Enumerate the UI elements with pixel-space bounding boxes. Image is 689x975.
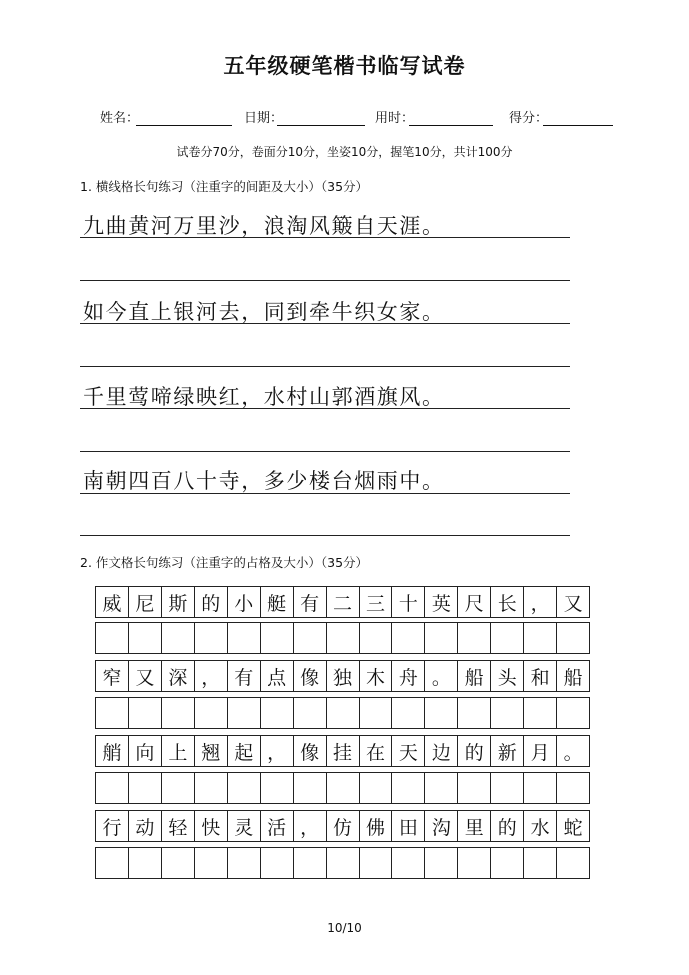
- grid-cell-character: 向: [129, 736, 162, 766]
- grid-cell-character: 翘: [195, 736, 228, 766]
- grid-cell-character: 边: [425, 736, 458, 766]
- verse-line: 南朝四百八十寺，多少楼台烟雨中。: [83, 469, 445, 493]
- grid-cell-character: 有: [228, 661, 261, 691]
- grid-cell-blank[interactable]: [360, 698, 393, 728]
- grid-cell-blank[interactable]: [458, 773, 491, 803]
- writing-line[interactable]: [80, 280, 570, 281]
- grid-row-practice: [95, 772, 590, 804]
- grid-cell-blank[interactable]: [491, 848, 524, 878]
- grid-cell-blank[interactable]: [557, 623, 589, 653]
- grid-cell-character: 二: [327, 587, 360, 617]
- grid-cell-character: 点: [261, 661, 294, 691]
- time-label: 用时：: [375, 111, 415, 126]
- grid-cell-character: 田: [392, 811, 425, 841]
- grid-cell-character: ，: [524, 587, 557, 617]
- grid-cell-character: 的: [195, 587, 228, 617]
- grid-cell-blank[interactable]: [557, 773, 589, 803]
- grid-cell-character: 窄: [96, 661, 129, 691]
- writing-line[interactable]: [80, 408, 570, 409]
- section1-heading: 1. 横线格长句练习（注重字的间距及大小）（35分）: [80, 179, 369, 194]
- page-title: 五年级硬笔楷书临写试卷: [223, 54, 466, 78]
- grid-cell-character: 挂: [327, 736, 360, 766]
- grid-cell-character: 行: [96, 811, 129, 841]
- grid-cell-blank[interactable]: [195, 848, 228, 878]
- grid-cell-blank[interactable]: [261, 848, 294, 878]
- grid-cell-character: ，: [294, 811, 327, 841]
- grid-cell-character: 动: [129, 811, 162, 841]
- section2-heading: 2. 作文格长句练习（注重字的占格及大小）（35分）: [80, 555, 369, 570]
- grid-cell-blank[interactable]: [557, 848, 589, 878]
- verse-line: 千里莺啼绿映红，水村山郭酒旗风。: [83, 385, 445, 409]
- grid-cell-character: 小: [228, 587, 261, 617]
- grid-cell-character: 和: [524, 661, 557, 691]
- grid-cell-character: 在: [360, 736, 393, 766]
- grid-cell-character: 独: [327, 661, 360, 691]
- grid-cell-character: 威: [96, 587, 129, 617]
- grid-cell-blank[interactable]: [96, 698, 129, 728]
- grid-cell-character: 活: [261, 811, 294, 841]
- grid-cell-blank[interactable]: [261, 698, 294, 728]
- verse-line: 如今直上银河去，同到牵牛织女家。: [83, 300, 445, 324]
- name-field[interactable]: [136, 125, 232, 126]
- grid-cell-blank[interactable]: [458, 698, 491, 728]
- grid-cell-character: ，: [261, 736, 294, 766]
- grid-cell-blank[interactable]: [491, 773, 524, 803]
- grid-cell-blank[interactable]: [425, 848, 458, 878]
- grid-cell-character: 船: [458, 661, 491, 691]
- grid-cell-blank[interactable]: [360, 848, 393, 878]
- grid-cell-blank[interactable]: [294, 698, 327, 728]
- grid-row-model: [95, 810, 590, 842]
- grid-row-practice: [95, 697, 590, 729]
- grid-cell-blank[interactable]: [162, 773, 195, 803]
- time-field[interactable]: [409, 125, 493, 126]
- grid-cell-character: 又: [129, 661, 162, 691]
- score-field[interactable]: [543, 125, 613, 126]
- grid-cell-character: 舟: [392, 661, 425, 691]
- grid-row-model: [95, 660, 590, 692]
- grid-cell-character: 起: [228, 736, 261, 766]
- grid-cell-character: 快: [195, 811, 228, 841]
- grid-cell-character: 艄: [96, 736, 129, 766]
- grid-cell-character: 又: [563, 592, 583, 615]
- grid-cell-blank[interactable]: [360, 773, 393, 803]
- grid-cell-character: ，: [195, 661, 228, 691]
- grid-cell-blank[interactable]: [162, 623, 195, 653]
- grid-cell-blank[interactable]: [392, 848, 425, 878]
- grid-cell-blank[interactable]: [96, 773, 129, 803]
- grid-cell-blank[interactable]: [195, 698, 228, 728]
- grid-cell-blank[interactable]: [228, 848, 261, 878]
- grid-cell-blank[interactable]: [392, 773, 425, 803]
- grid-cell-blank[interactable]: [129, 848, 162, 878]
- grid-cell-character: 三: [360, 587, 393, 617]
- grid-cell-character: 尼: [129, 587, 162, 617]
- grid-cell-character: 英: [425, 587, 458, 617]
- grid-cell-character: 月: [524, 736, 557, 766]
- grid-cell-blank[interactable]: [96, 848, 129, 878]
- grid-cell-character: 头: [491, 661, 524, 691]
- student-info: [0, 105, 689, 131]
- grid-cell-blank[interactable]: [96, 623, 129, 653]
- grid-cell-blank[interactable]: [294, 623, 327, 653]
- grid-cell-blank[interactable]: [129, 698, 162, 728]
- date-label: 日期：: [244, 111, 284, 126]
- grid-cell-character: 像: [294, 661, 327, 691]
- grid-row-model: [95, 735, 590, 767]
- writing-line[interactable]: [80, 323, 570, 324]
- grid-row-practice: [95, 622, 590, 654]
- grid-cell-blank[interactable]: [491, 698, 524, 728]
- grid-cell-character: 水: [524, 811, 557, 841]
- grid-cell-character: 上: [162, 736, 195, 766]
- grid-cell-character: 轻: [162, 811, 195, 841]
- grid-cell-character: 斯: [162, 587, 195, 617]
- grid-cell-character: 。: [563, 741, 583, 764]
- grid-row-practice: [95, 847, 590, 879]
- grid-cell-character: 像: [294, 736, 327, 766]
- grid-cell-blank[interactable]: [195, 623, 228, 653]
- grid-cell-blank[interactable]: [425, 773, 458, 803]
- grid-cell-blank[interactable]: [458, 623, 491, 653]
- writing-line[interactable]: [80, 493, 570, 494]
- grid-cell-blank[interactable]: [129, 623, 162, 653]
- grid-cell-blank[interactable]: [360, 623, 393, 653]
- grid-cell-character: 里: [458, 811, 491, 841]
- grid-cell-blank[interactable]: [261, 623, 294, 653]
- grid-cell-character: 沟: [425, 811, 458, 841]
- grid-cell-blank[interactable]: [458, 848, 491, 878]
- grid-cell-blank[interactable]: [557, 698, 589, 728]
- grid-cell-character: 。: [425, 661, 458, 691]
- grid-cell-character: 蛇: [563, 816, 583, 839]
- grid-cell-blank[interactable]: [524, 773, 557, 803]
- grid-cell-blank[interactable]: [425, 623, 458, 653]
- grid-cell-blank[interactable]: [228, 623, 261, 653]
- grid-cell-character: 的: [458, 736, 491, 766]
- scoring-note: 试卷分70分，卷面分10分，坐姿10分，握笔10分，共计100分: [176, 145, 513, 159]
- score-label: 得分：: [509, 111, 549, 126]
- page-number: 10/10: [327, 921, 362, 935]
- grid-cell-character: 新: [491, 736, 524, 766]
- date-field[interactable]: [277, 125, 365, 126]
- grid-cell-character: 佛: [360, 811, 393, 841]
- grid-cell-blank[interactable]: [294, 773, 327, 803]
- grid-cell-character: 木: [360, 661, 393, 691]
- grid-row-model: [95, 586, 590, 618]
- grid-cell-blank[interactable]: [162, 698, 195, 728]
- grid-cell-character: 灵: [228, 811, 261, 841]
- grid-cell-character: 深: [162, 661, 195, 691]
- grid-cell-blank[interactable]: [228, 773, 261, 803]
- grid-cell-character: 有: [294, 587, 327, 617]
- grid-cell-blank[interactable]: [524, 698, 557, 728]
- grid-cell-character: 天: [392, 736, 425, 766]
- grid-cell-blank[interactable]: [425, 698, 458, 728]
- grid-cell-character: 长: [491, 587, 524, 617]
- grid-cell-blank[interactable]: [392, 623, 425, 653]
- name-label: 姓名：: [100, 111, 140, 126]
- grid-cell-character: 的: [491, 811, 524, 841]
- verse-line: 九曲黄河万里沙，浪淘风簸自天涯。: [83, 214, 445, 238]
- grid-cell-blank[interactable]: [524, 848, 557, 878]
- writing-line[interactable]: [80, 237, 570, 238]
- grid-cell-character: 船: [563, 666, 583, 689]
- grid-cell-character: 仿: [327, 811, 360, 841]
- grid-cell-blank[interactable]: [162, 848, 195, 878]
- grid-cell-blank[interactable]: [524, 623, 557, 653]
- grid-cell-blank[interactable]: [392, 698, 425, 728]
- grid-cell-blank[interactable]: [294, 848, 327, 878]
- grid-cell-blank[interactable]: [228, 698, 261, 728]
- grid-cell-character: 尺: [458, 587, 491, 617]
- grid-cell-blank[interactable]: [261, 773, 294, 803]
- writing-line[interactable]: [80, 366, 570, 367]
- grid-cell-blank[interactable]: [195, 773, 228, 803]
- grid-cell-blank[interactable]: [491, 623, 524, 653]
- grid-cell-character: 十: [392, 587, 425, 617]
- writing-line[interactable]: [80, 451, 570, 452]
- grid-cell-character: 艇: [261, 587, 294, 617]
- grid-cell-blank[interactable]: [327, 773, 360, 803]
- grid-cell-blank[interactable]: [129, 773, 162, 803]
- writing-line[interactable]: [80, 535, 570, 536]
- grid-cell-blank[interactable]: [327, 623, 360, 653]
- grid-cell-blank[interactable]: [327, 848, 360, 878]
- grid-cell-blank[interactable]: [327, 698, 360, 728]
